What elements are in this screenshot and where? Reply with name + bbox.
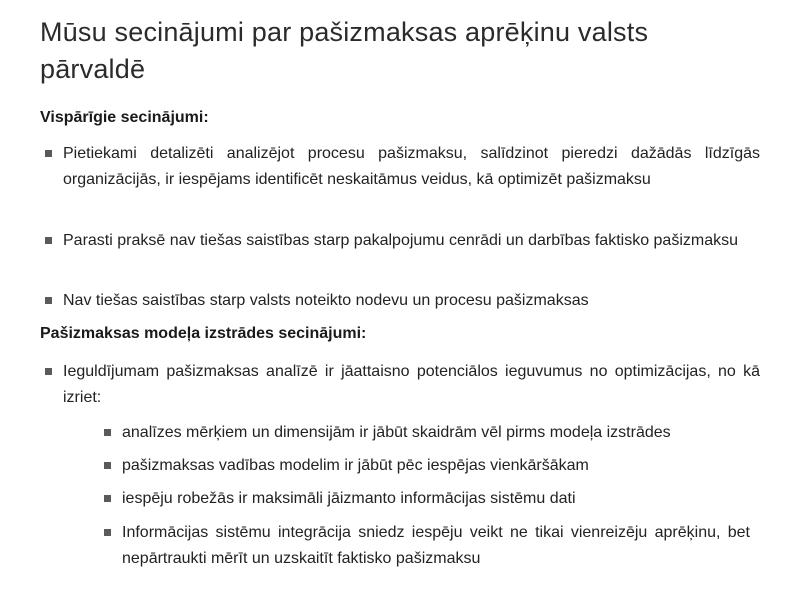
- bullet-item: [63, 228, 760, 254]
- square-bullet-icon: [104, 529, 111, 536]
- bullet-text: Pietiekami detalizēti analizējot procesu pašizmaksu, salīdzinot pieredzi dažādās līdzīgās organizācijās, ir iespējams identificēt neskaitāmus veidus, kā optimizēt pašizmaksu: [63, 145, 760, 188]
- sub-bullet-item: [122, 453, 750, 479]
- sub-bullet-item: [122, 420, 750, 446]
- sub-bullet-item: [122, 520, 750, 572]
- bullet-item: [63, 141, 760, 193]
- sub-bullet-text: iespēju robežās ir maksimāli jāizmanto informācijas sistēmu dati: [122, 490, 576, 507]
- square-bullet-icon: [45, 297, 52, 304]
- square-bullet-icon: [45, 150, 52, 157]
- square-bullet-icon: [104, 429, 111, 436]
- bullet-text: Nav tiešas saistības starp valsts noteikto nodevu un procesu pašizmaksas: [63, 292, 589, 309]
- sub-bullet-text: pašizmaksas vadības modelim ir jābūt pēc iespējas vienkāršākam: [122, 457, 589, 474]
- sub-bullet-text: analīzes mērķiem un dimensijām ir jābūt skaidrām vēl pirms modeļa izstrādes: [122, 424, 671, 441]
- sub-bullet-text: Informācijas sistēmu integrācija sniedz iespēju veikt ne tikai vienreizēju aprēķinu, bet nepārtraukti mērīt un uzskaitīt faktisko pašizmaksu: [122, 524, 750, 567]
- bullet-text: Ieguldījumam pašizmaksas analīzē ir jāattaisno potenciālos ieguvumus no optimizācijas, no kā izriet:: [63, 363, 760, 406]
- bullet-item: [63, 359, 760, 411]
- square-bullet-icon: [45, 237, 52, 244]
- slide-title: Mūsu secinājumi par pašizmaksas aprēķinu valsts pārvaldē: [40, 17, 649, 84]
- bullet-item: [63, 288, 760, 314]
- section-heading-model: Pašizmaksas modeļa izstrādes secinājumi:: [40, 325, 367, 342]
- section-heading-general: Vispārīgie secinājumi:: [40, 109, 209, 126]
- square-bullet-icon: [104, 495, 111, 502]
- sub-bullet-item: [122, 486, 750, 512]
- square-bullet-icon: [104, 462, 111, 469]
- bullet-text: Parasti praksē nav tiešas saistības starp pakalpojumu cenrādi un darbības faktisko pašizmaksu: [63, 232, 739, 249]
- square-bullet-icon: [45, 368, 52, 375]
